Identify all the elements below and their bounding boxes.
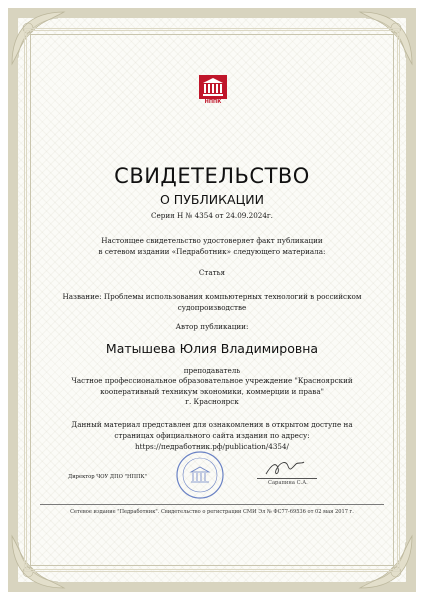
publication-link[interactable]: https://педработник.рф/publication/4354/ [135, 442, 289, 451]
intro-line: Настоящее свидетельство удостоверяет факт публикации [101, 236, 323, 245]
publication-note [68, 419, 356, 452]
note-line: страницах официального сайта издания по адресу: [114, 431, 310, 440]
registration-footer: Сетевое издание "Педработник". Свидетельство о регистрации СМИ Эл № ФС77-69536 от 02 мая 2017 г. [40, 504, 384, 515]
material-type: Статья [198, 268, 226, 277]
organization-block [70, 376, 354, 408]
serial-number: Серия Н № 4354 от 24.09.2024г. [151, 211, 273, 220]
director-label: Директор ЧОУ ДПО "НППК" [68, 474, 147, 480]
intro-text [56, 235, 368, 257]
signature-icon [262, 458, 308, 480]
organization-city: г. Красноярск [185, 397, 239, 406]
organization-name: Частное профессиональное образовательное учреждение "Красноярский кооперативный техникум экономики, коммерции и права" [71, 376, 353, 396]
material-name: Название: Проблемы использования компьютерных технологий в российском судопроизводстве [62, 292, 362, 312]
stamp-icon [175, 450, 225, 500]
author-position: преподаватель [183, 366, 241, 375]
logo-text: НППК [204, 99, 222, 105]
author-name: Матышева Юлия Владимировна [105, 341, 319, 356]
signature-line [257, 478, 317, 479]
note-line: Данный материал представлен для ознакомления в открытом доступе на [71, 420, 353, 429]
certificate-title: СВИДЕТЕЛЬСТВО [114, 164, 310, 188]
certificate-subtitle: О ПУБЛИКАЦИИ [160, 192, 264, 207]
logo-icon [198, 74, 228, 100]
signer-name: Сарапина С.А. [268, 480, 308, 486]
author-label: Автор публикации: [175, 322, 249, 331]
intro-line: в сетевом издании «Педработник» следующего материала: [98, 247, 326, 256]
